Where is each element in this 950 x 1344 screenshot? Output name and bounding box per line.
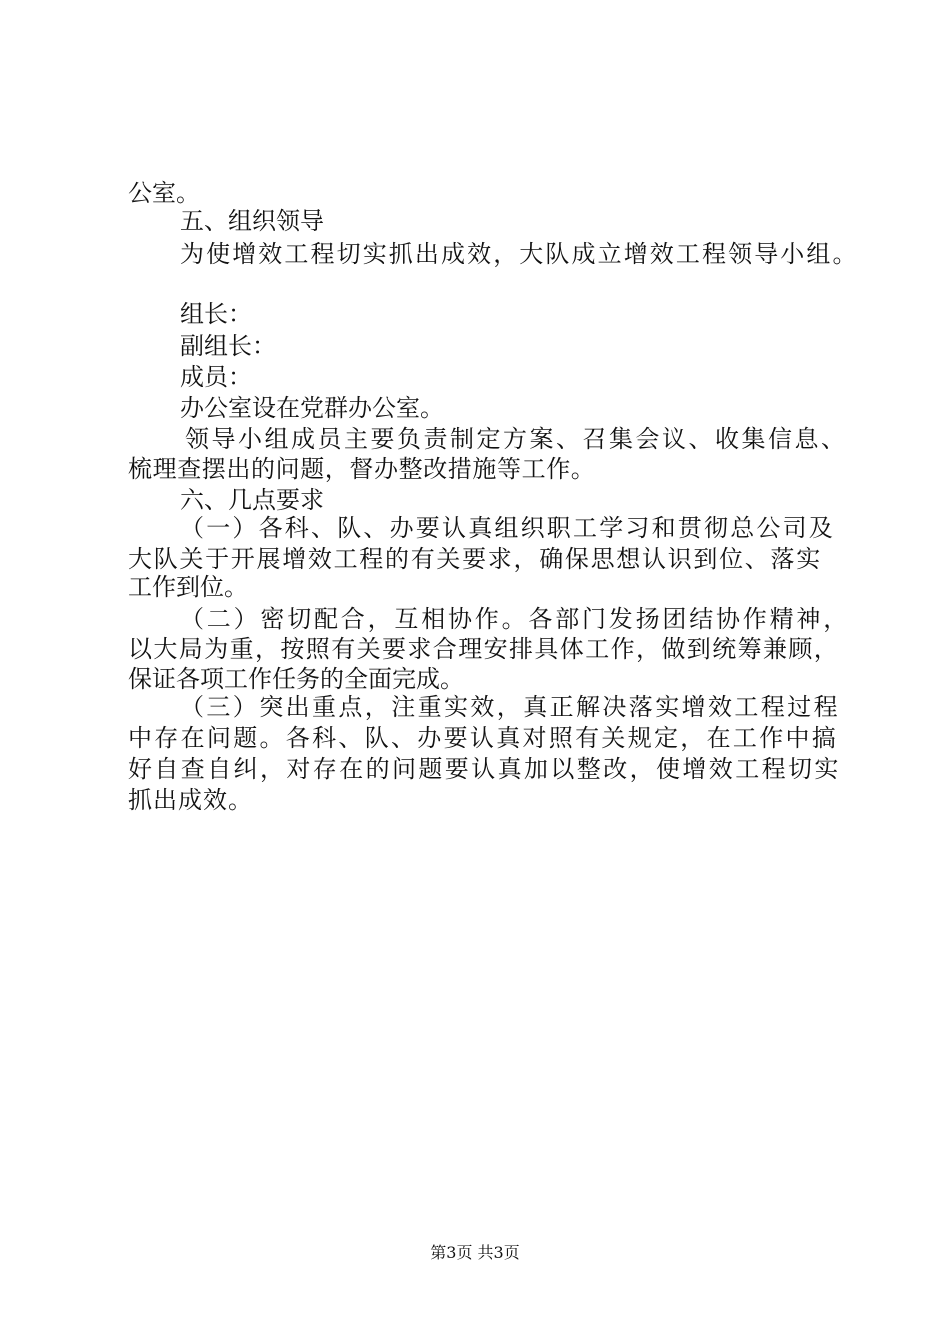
text-line: 领导小组成员主要负责制定方案、召集会议、收集信息、 [185,425,848,453]
text-line: 为使增效工程切实抓出成效，大队成立增效工程领导小组。 [180,240,859,268]
text-line: 梳理查摆出的问题，督办整改措施等工作。 [128,455,596,483]
text-line: 工作到位。 [128,573,248,601]
page-number: 第3页 共3页 [430,1243,520,1262]
text-line: 中存在问题。各科、队、办要认真对照有关规定，在工作中搞 [128,724,839,752]
text-line: 副组长： [180,332,276,360]
text-line: 抓出成效。 [128,786,253,814]
text-line: 大队关于开展增效工程的有关要求，确保思想认识到位、落实 [128,545,822,573]
text-line: （一）各科、队、办要认真组织职工学习和贯彻总公司及 [180,514,835,542]
text-line: 保证各项工作任务的全面完成。 [128,665,464,693]
text-line: 办公室设在党群办公室。 [180,394,444,422]
text-line: 以大局为重，按照有关要求合理安排具体工作，做到统筹兼顾， [128,635,840,663]
text-line: 公室。 [128,179,200,207]
text-line: 成员： [180,363,252,391]
section-heading: 五、组织领导 [180,207,324,235]
text-line: 好自查自纠，对存在的问题要认真加以整改，使增效工程切实 [128,755,841,783]
text-line: （二）密切配合，互相协作。各部门发扬团结协作精神， [180,605,850,633]
text-line: （三）突出重点，注重实效，真正解决落实增效工程过程 [180,693,840,721]
section-heading: 六、几点要求 [180,486,324,514]
text-line: 组长： [180,300,252,328]
